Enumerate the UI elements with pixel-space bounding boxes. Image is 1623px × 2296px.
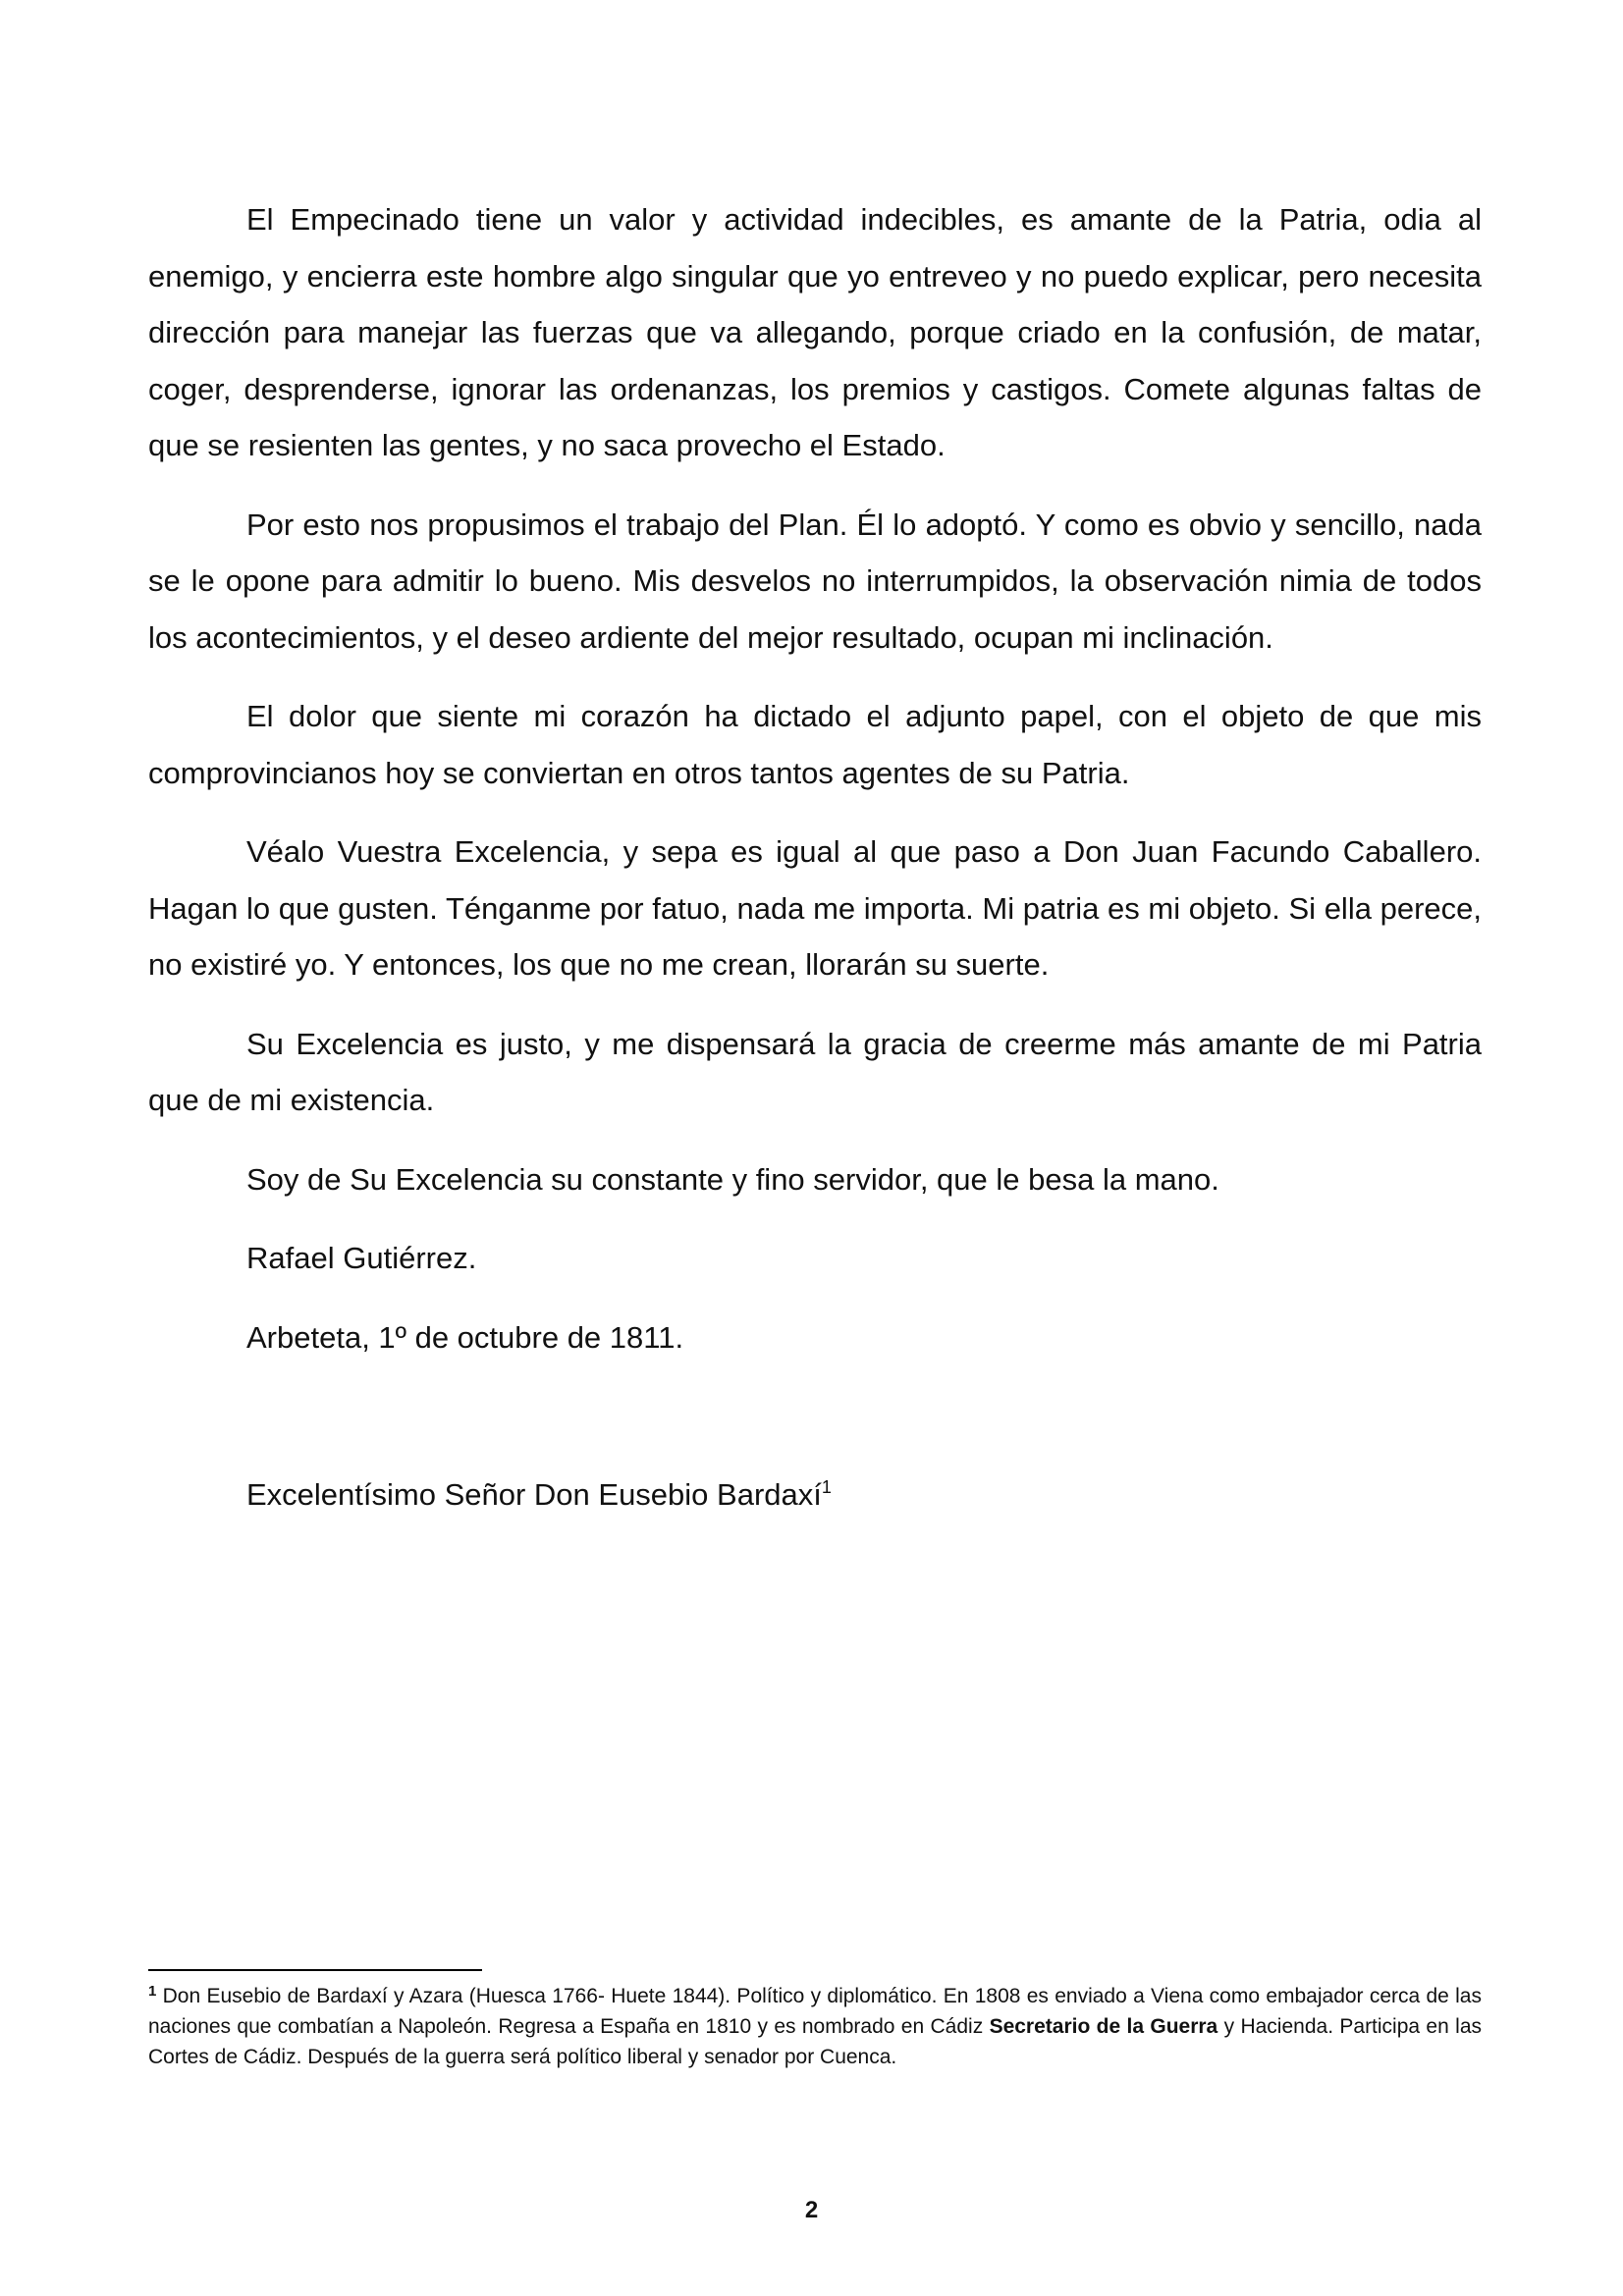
footnote-reference[interactable]: 1 [821,1477,832,1497]
paragraph-plan: Por esto nos propusimos el trabajo del Plan. Él lo adoptó. Y como es obvio y sencillo, nada se le opone para admitir lo bueno. Mis desvelos no interrumpidos, la observación nimia de todos los acontecimientos, y el deseo ardiente del mejor resultado, ocupan mi inclinación. [148,507,1482,655]
footnote-marker: 1 [148,1983,157,2000]
closing-salutation: Soy de Su Excelencia su constante y fino servidor, que le besa la mano. [246,1161,1219,1197]
footnote-separator [148,1969,482,1971]
paragraph-empecinado: El Empecinado tiene un valor y actividad indecibles, es amante de la Patria, odia al enemigo, y encierra este hombre algo singular que yo entreveo y no puedo explicar, pero necesita dirección para manejar las fuerzas que va allegando, porque criado en la confusión, de matar, coger, desprenderse, ignorar las ordenanzas, los premios y castigos. Comete algunas faltas de que se resienten las gentes, y no saca provecho el Estado. [148,202,1482,462]
paragraph-dolor: El dolor que siente mi corazón ha dictado el adjunto papel, con el objeto de que mis comprovincianos hoy se conviertan en otros tantos agentes de su Patria. [148,699,1482,790]
footnote-text-bold: Secretario de la Guerra [989,2015,1218,2038]
place-date: Arbeteta, 1º de octubre de 1811. [246,1319,684,1355]
footnote [148,1981,1482,2072]
letter-body [148,191,1482,1546]
addressee [148,1467,1482,1523]
spacer [148,1388,1482,1467]
footnote-text-after: y Hacienda. Participa en las Cortes de Cádiz. Después de la guerra será político liberal y senador por Cuenca. [148,2015,1482,2068]
footnote-text-before: Don Eusebio de Bardaxí y Azara (Huesca 1766- Huete 1844). Político y diplomático. En 1808 es enviado a Viena como embajador cerca de las naciones que combatían a Napoleón. Regresa a España en 1810 y es nombrado en Cádiz [148,1985,1482,2038]
paragraph-vealo: Véalo Vuestra Excelencia, y sepa es igual al que paso a Don Juan Facundo Caballero. Hagan lo que gusten. Ténganme por fatuo, nada me importa. Mi patria es mi objeto. Si ella perece, no existiré yo. Y entonces, los que no me crean, llorarán su suerte. [148,834,1482,982]
paragraph-excelencia: Su Excelencia es justo, y me dispensará la gracia de creerme más amante de mi Patria que de mi existencia. [148,1026,1482,1117]
addressee-name: Excelentísimo Señor Don Eusebio Bardaxí [246,1477,822,1512]
page-number: 2 [804,2197,819,2223]
signature: Rafael Gutiérrez. [246,1241,477,1275]
